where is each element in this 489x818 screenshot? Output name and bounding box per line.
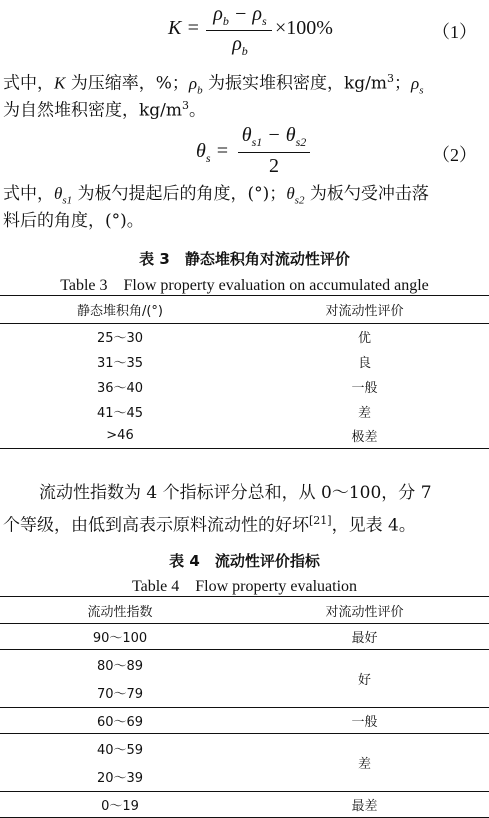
table-row	[0, 624, 489, 650]
table3-header-angle: 静态堆积角/(°)	[76, 304, 164, 319]
table3-cell-angle: >46	[106, 428, 134, 444]
table4-caption-cn: 表 4 流动性评价指标	[169, 552, 320, 570]
table3-cell-eval: 差	[357, 405, 371, 421]
table3-header-row	[0, 296, 489, 324]
eq1-number: （1）	[432, 22, 477, 42]
eq2-explain-line1: 式中，$\theta_{s1}$ 为板勺提起后的角度，(°)；$\theta_{s2}$ 为板勺受冲击落	[3, 184, 429, 207]
eq2-number: （2）	[432, 145, 477, 165]
table4-cell-eval: 一般	[351, 715, 378, 730]
table-row	[0, 324, 489, 349]
eq1-denominator: $\rho_b$	[232, 33, 248, 58]
table4-cell-eval: 差	[357, 757, 371, 772]
eq2-numerator: $\theta_{s1} - \theta_{s2}$	[241, 124, 307, 149]
table3-caption-en: Table 3 Flow property evaluation on accumulated angle	[60, 277, 429, 294]
eq1-suffix: ×100%	[275, 17, 333, 39]
eq2-lhs: $\theta_s$ =	[196, 140, 229, 165]
table4-header-index: 流动性指数	[87, 604, 153, 620]
body-text-line1: 流动性指数为 4 个指标评分总和，从 0～100，分 7	[39, 483, 432, 503]
table4-cell-index: 90～100	[92, 631, 148, 646]
table3-cell-eval: 一般	[351, 380, 378, 396]
table4-header-evaluation: 对流动性评价	[325, 604, 404, 620]
table3-cell-eval: 极差	[351, 430, 378, 446]
table4-cell-eval: 好	[357, 673, 371, 688]
table3-cell-angle: 25～30	[96, 330, 144, 346]
table4-cell-index: 40～59	[96, 742, 144, 758]
body-text-line2: 个等级，由低到高表示原料流动性的好坏[21]，见表 4。	[3, 514, 416, 536]
table3-cell-eval: 优	[357, 330, 371, 346]
eq1-numerator: $\rho_b - \rho_s$	[213, 3, 267, 28]
table-row	[0, 734, 489, 763]
table-row	[0, 349, 489, 374]
table4-cell-index: 80～89	[96, 658, 144, 674]
table3-cell-angle: 31～35	[96, 355, 144, 371]
table3-caption-cn: 表 3 静态堆积角对流动性评价	[139, 250, 350, 268]
table-row	[0, 374, 489, 399]
table3-cell-angle: 41～45	[96, 405, 144, 421]
eq2-explain-line2: 料后的角度，(°)。	[3, 211, 144, 231]
table4-cell-eval: 最差	[351, 799, 378, 814]
table-row	[0, 792, 489, 818]
table4-cell-eval: 最好	[351, 631, 378, 646]
table4-cell-index: 20～39	[96, 771, 144, 787]
eq1-fraction-bar	[206, 30, 272, 31]
eq1-lhs: K =	[168, 17, 200, 39]
eq2-denominator: 2	[269, 155, 279, 177]
table3	[0, 295, 489, 449]
table-row	[0, 708, 489, 734]
eq1-explain-line2: 为自然堆积密度，$kg/m^3$。	[3, 99, 207, 121]
table3-header-evaluation: 对流动性评价	[325, 304, 404, 319]
table4-cell-index: 60～69	[96, 715, 144, 730]
table3-cell-angle: 36～40	[96, 380, 144, 396]
eq2-fraction-bar	[238, 152, 310, 153]
table3-cell-eval: 良	[357, 355, 371, 371]
table4-cell-index: 0～19	[101, 799, 139, 814]
table4	[0, 596, 489, 818]
eq1-explain-line1: 式中，K 为压缩率，%；$\rho_b$ 为振实堆积密度，$kg/m^3$；$\rho_s$	[3, 72, 424, 97]
table-row	[0, 424, 489, 449]
table-row	[0, 399, 489, 424]
table4-cell-index: 70～79	[96, 687, 144, 703]
table4-caption-en: Table 4 Flow property evaluation	[131, 578, 358, 595]
table4-header-row	[0, 597, 489, 624]
table-row	[0, 650, 489, 679]
